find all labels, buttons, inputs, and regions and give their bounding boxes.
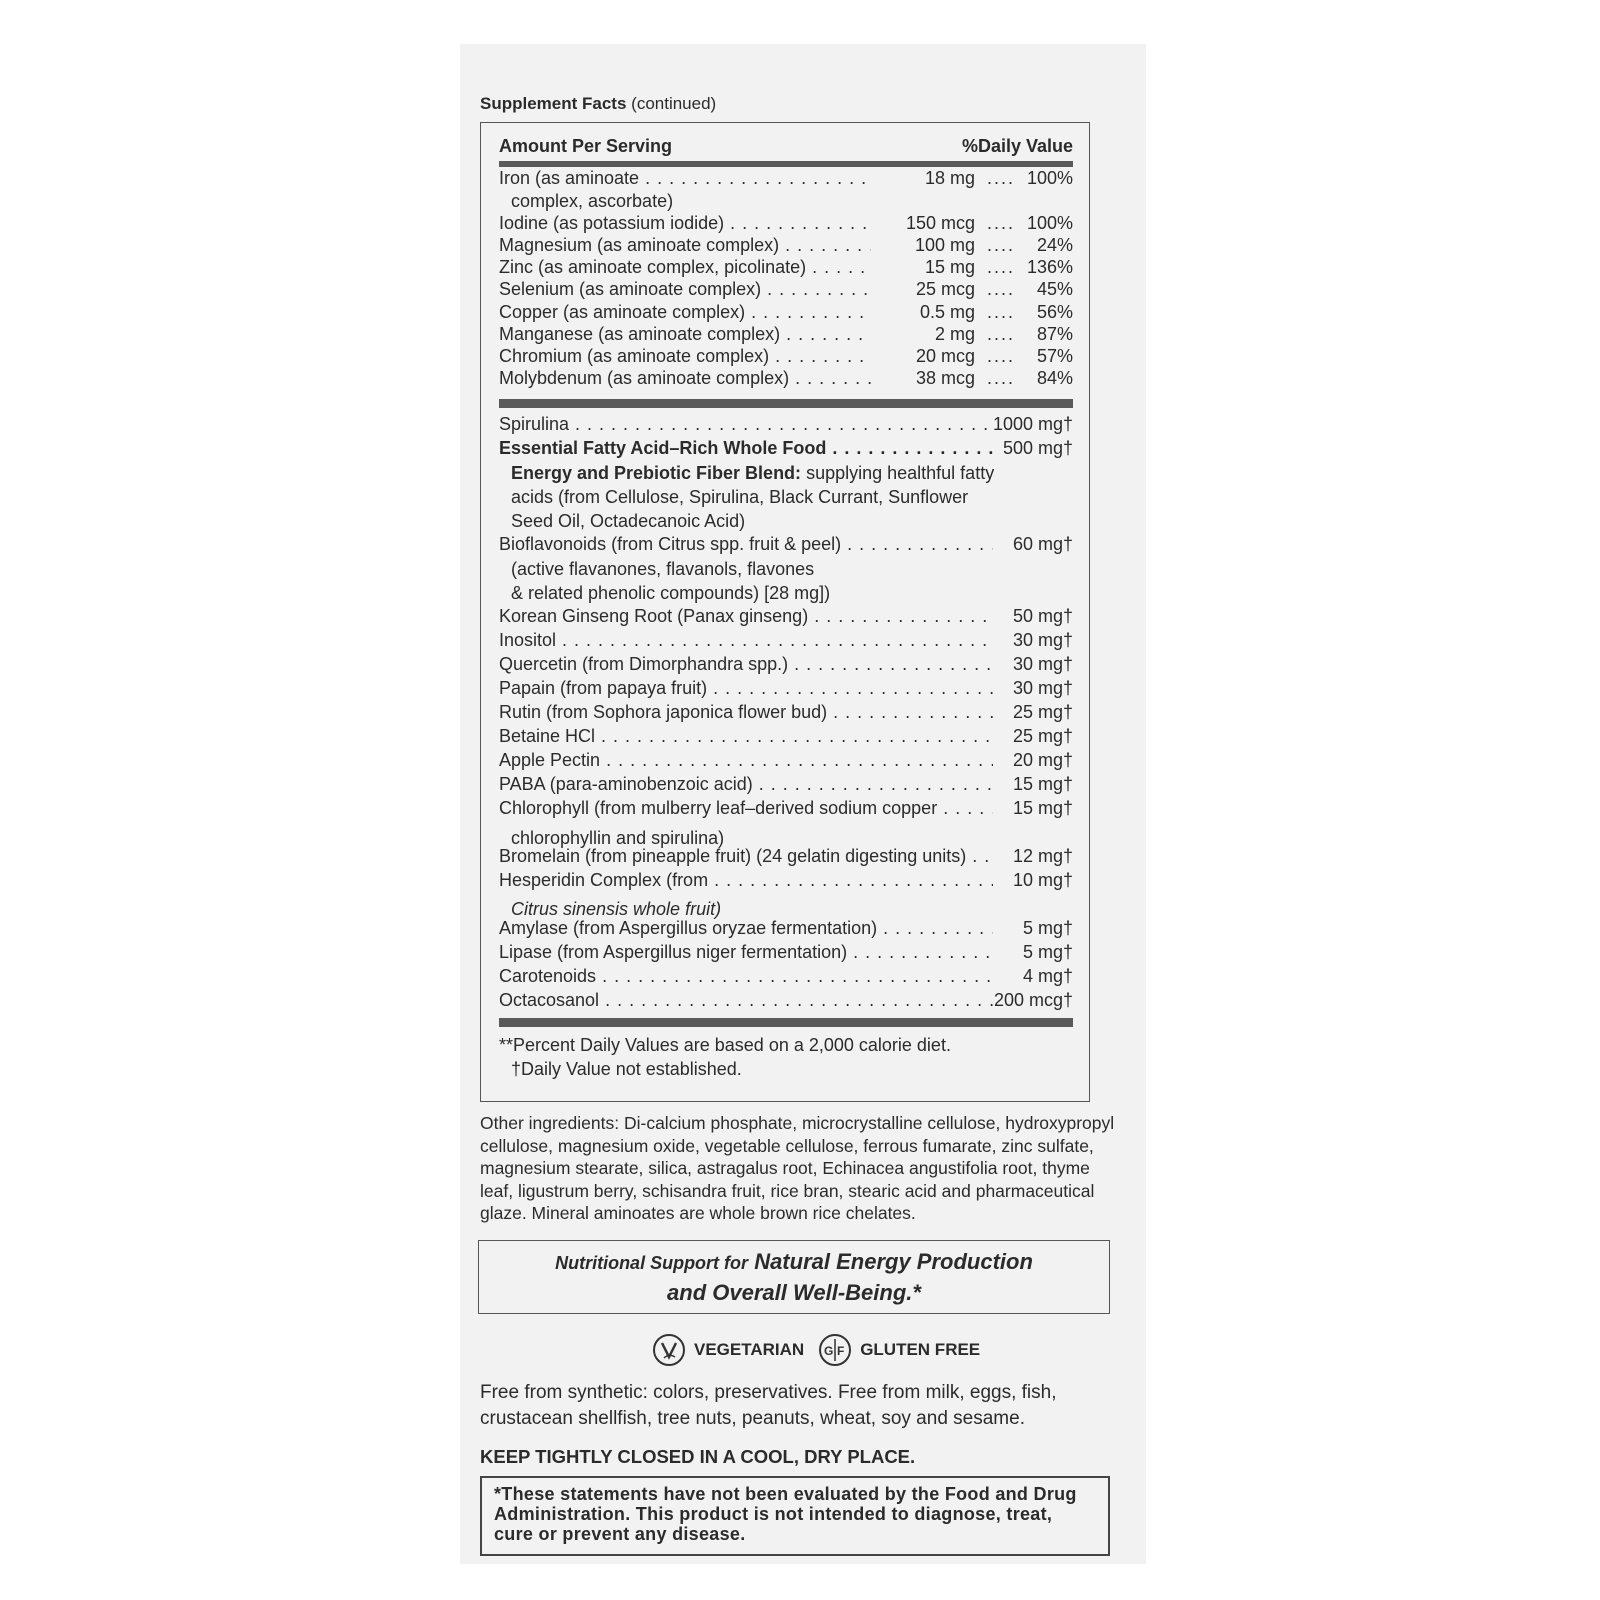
mineral-row bbox=[499, 345, 1073, 368]
ingredient-name: Octacosanol . . . bbox=[499, 989, 993, 1012]
free-from-statement: Free from synthetic: colors, preservatives. Free from milk, eggs, fish, crustacean shellfish, tree nuts, peanuts, wheat, soy and sesame. bbox=[480, 1382, 1057, 1429]
ingredient-amount: 200 mcg† bbox=[993, 990, 1073, 1010]
mineral-name-continued: complex, ascorbate) bbox=[511, 191, 674, 211]
ingredient-amount: 10 mg† bbox=[993, 869, 1073, 892]
ingredient-row bbox=[499, 413, 1073, 436]
mineral-name: Molybdenum (as aminoate complex) . . . bbox=[499, 367, 871, 390]
mineral-daily-value: 24% bbox=[1036, 235, 1073, 255]
ingredient-row bbox=[499, 701, 1073, 724]
ingredient-name: Spirulina . . . bbox=[499, 413, 993, 436]
mineral-daily-value: 100% bbox=[1026, 213, 1073, 233]
mineral-row bbox=[499, 256, 1073, 279]
mineral-amount: 0.5 mg bbox=[871, 301, 975, 324]
mineral-daily-value: 57% bbox=[1036, 346, 1073, 366]
ingredient-name: PABA (para-aminobenzoic acid) . . . bbox=[499, 773, 993, 796]
ingredient-amount: 30 mg† bbox=[993, 653, 1073, 676]
mineral-daily-value: 56% bbox=[1036, 302, 1073, 322]
dot-leader: .... bbox=[987, 324, 1016, 344]
ingredient-amount: 5 mg† bbox=[993, 917, 1073, 940]
ingredient-name: Bioflavonoids (from Citrus spp. fruit & peel) . . . bbox=[499, 533, 993, 556]
facts-title-bold: Supplement Facts bbox=[480, 94, 627, 113]
ingredient-row bbox=[499, 725, 1073, 748]
mineral-amount: 100 mg bbox=[871, 234, 975, 257]
daily-value-heading: %Daily Value bbox=[961, 135, 1073, 156]
ingredient-amount: 25 mg† bbox=[993, 725, 1073, 748]
ingredient-row bbox=[499, 749, 1073, 772]
claim-line2: and Overall Well-Being.* bbox=[667, 1280, 921, 1305]
ingredient-name: Lipase (from Aspergillus niger fermentation) . . . bbox=[499, 941, 993, 964]
other-ingredients: Other ingredients: Di-calcium phosphate, microcrystalline cellulose, hydroxypropyl cellulose, magnesium oxide, vegetable cellulose, ferrous fumarate, zinc sulfate, magnesium stearate, silica, astragalus root, Echinacea angustifolia root, thyme leaf, ligustrum berry, schisandra fruit, rice bran, stearic acid and pharmaceutical glaze. Mineral aminoates are whole brown rice chelates. bbox=[480, 1113, 1115, 1223]
ingredient-amount: 30 mg† bbox=[993, 629, 1073, 652]
dot-leader: .... bbox=[987, 168, 1016, 188]
svg-text:G: G bbox=[824, 1344, 834, 1358]
fda-disclaimer: *These statements have not been evaluated by the Food and Drug Administration. This product is not intended to diagnose, treat, cure or prevent any disease. bbox=[480, 1476, 1110, 1556]
ingredient-name: Hesperidin Complex (from . . . bbox=[499, 869, 993, 892]
mineral-name: Iron (as aminoate . . . bbox=[499, 167, 871, 190]
bioflavonoids-detail-line1: (active flavanones, flavanols, flavones bbox=[511, 559, 815, 579]
energy-blend-text bbox=[511, 461, 1073, 533]
supplement-facts-panel bbox=[480, 122, 1090, 1102]
dot-leader: .... bbox=[987, 235, 1016, 255]
ingredient-row bbox=[499, 533, 1073, 556]
mineral-amount: 20 mcg bbox=[871, 345, 975, 368]
mineral-name: Magnesium (as aminoate complex) . . . bbox=[499, 234, 871, 257]
gluten-free-label: GLUTEN FREE bbox=[860, 1340, 981, 1359]
mineral-daily-value: 84% bbox=[1036, 368, 1073, 388]
mineral-name: Zinc (as aminoate complex, picolinate) . . . bbox=[499, 256, 871, 279]
svg-text:F: F bbox=[837, 1344, 845, 1358]
mineral-daily-value: 100% bbox=[1026, 168, 1073, 188]
ingredient-amount: 15 mg† bbox=[993, 773, 1073, 796]
mineral-row bbox=[499, 234, 1073, 257]
mineral-row bbox=[499, 301, 1073, 324]
mineral-name: Iodine (as potassium iodide) . . . bbox=[499, 212, 871, 235]
hesperidin-detail: Citrus sinensis whole fruit) bbox=[511, 899, 722, 919]
footnote-percent-dv: **Percent Daily Values are based on a 2,000 calorie diet. bbox=[499, 1035, 951, 1055]
energy-blend-line2: acids (from Cellulose, Spirulina, Black Currant, Sunflower bbox=[511, 487, 969, 507]
mineral-amount: 18 mg bbox=[871, 167, 975, 190]
section-divider bbox=[499, 399, 1073, 408]
storage-instruction: KEEP TIGHTLY CLOSED IN A COOL, DRY PLACE. bbox=[480, 1446, 916, 1467]
bioflavonoids-detail-line2: & related phenolic compounds) [28 mg]) bbox=[511, 583, 831, 603]
mineral-name: Chromium (as aminoate complex) . . . bbox=[499, 345, 871, 368]
ingredient-amount: 25 mg† bbox=[993, 701, 1073, 724]
vegetarian-label: VEGETARIAN bbox=[694, 1340, 805, 1359]
ingredient-name: Rutin (from Sophora japonica flower bud) . . . bbox=[499, 701, 993, 724]
dot-leader: .... bbox=[987, 213, 1016, 233]
dot-leader: .... bbox=[987, 302, 1016, 322]
ingredient-name: Amylase (from Aspergillus oryzae fermentation) . . . bbox=[499, 917, 993, 940]
claim-main: Natural Energy Production bbox=[754, 1249, 1033, 1274]
mineral-daily-value: 45% bbox=[1036, 279, 1073, 299]
supplement-label bbox=[460, 44, 1146, 1564]
mineral-amount: 25 mcg bbox=[871, 278, 975, 301]
ingredient-row bbox=[499, 965, 1073, 988]
mineral-name: Copper (as aminoate complex) . . . bbox=[499, 301, 871, 324]
dot-leader: .... bbox=[987, 346, 1016, 366]
vegetarian-icon bbox=[652, 1333, 686, 1367]
ingredient-row bbox=[499, 989, 1073, 1012]
facts-title-continued: (continued) bbox=[631, 94, 717, 113]
ingredient-name: Korean Ginseng Root (Panax ginseng) . . . bbox=[499, 605, 993, 628]
bioflavonoids-detail bbox=[511, 557, 1073, 605]
ingredient-amount: 20 mg† bbox=[993, 749, 1073, 772]
ingredient-amount: 15 mg† bbox=[993, 797, 1073, 820]
mineral-name: Selenium (as aminoate complex) . . . bbox=[499, 278, 871, 301]
mineral-row bbox=[499, 167, 1073, 190]
ingredient-row bbox=[499, 773, 1073, 796]
ingredient-name: Apple Pectin . . . bbox=[499, 749, 993, 772]
dot-leader: .... bbox=[987, 279, 1016, 299]
footnote-dagger: †Daily Value not established. bbox=[511, 1059, 742, 1079]
ingredient-name: Betaine HCl . . . bbox=[499, 725, 993, 748]
ingredient-amount: 5 mg† bbox=[993, 941, 1073, 964]
diet-badges bbox=[652, 1330, 980, 1370]
section-divider-bottom bbox=[499, 1018, 1073, 1027]
mineral-daily-value: 87% bbox=[1036, 324, 1073, 344]
ingredient-amount: 60 mg† bbox=[993, 533, 1073, 556]
mineral-amount: 38 mcg bbox=[871, 367, 975, 390]
energy-blend-heading: Energy and Prebiotic Fiber Blend: bbox=[511, 463, 802, 483]
structure-function-claim bbox=[478, 1240, 1110, 1314]
energy-blend-line3: Seed Oil, Octadecanoic Acid) bbox=[511, 511, 746, 531]
ingredient-row bbox=[499, 653, 1073, 676]
mineral-row bbox=[499, 367, 1073, 390]
ingredient-row bbox=[499, 677, 1073, 700]
ingredient-amount: 50 mg† bbox=[993, 605, 1073, 628]
energy-blend-line1: supplying healthful fatty bbox=[806, 463, 995, 483]
mineral-amount: 2 mg bbox=[871, 323, 975, 346]
dot-leader: .... bbox=[987, 368, 1016, 388]
ingredient-name: Quercetin (from Dimorphandra spp.) . . . bbox=[499, 653, 993, 676]
ingredient-name: Carotenoids . . . bbox=[499, 965, 993, 988]
mineral-daily-value: 136% bbox=[1026, 257, 1073, 277]
mineral-name: Manganese (as aminoate complex) . . . bbox=[499, 323, 871, 346]
ingredient-amount: 30 mg† bbox=[993, 677, 1073, 700]
ingredient-name: Essential Fatty Acid–Rich Whole Food . . . bbox=[499, 437, 993, 460]
ingredient-row bbox=[499, 437, 1073, 460]
ingredient-name: Chlorophyll (from mulberry leaf–derived sodium copper . . . bbox=[499, 797, 993, 820]
ingredient-amount: 12 mg† bbox=[993, 845, 1073, 868]
dot-leader: .... bbox=[987, 257, 1016, 277]
mineral-row bbox=[499, 212, 1073, 235]
ingredient-row bbox=[499, 605, 1073, 628]
ingredient-amount: 500 mg† bbox=[993, 437, 1073, 460]
ingredient-amount: 4 mg† bbox=[993, 965, 1073, 988]
facts-header bbox=[499, 131, 1073, 167]
ingredient-row bbox=[499, 869, 1073, 892]
mineral-row bbox=[499, 278, 1073, 301]
ingredient-row bbox=[499, 941, 1073, 964]
ingredient-row bbox=[499, 629, 1073, 652]
claim-lead: Nutritional Support for bbox=[555, 1253, 749, 1273]
mineral-row bbox=[499, 323, 1073, 346]
chlorophyll-detail: chlorophyllin and spirulina) bbox=[511, 828, 725, 848]
ingredient-amount: 1000 mg† bbox=[993, 414, 1074, 434]
facts-title bbox=[480, 94, 716, 114]
ingredient-name: Bromelain (from pineapple fruit) (24 gelatin digesting units) . . . bbox=[499, 845, 993, 868]
mineral-amount: 15 mg bbox=[871, 256, 975, 279]
mineral-amount: 150 mcg bbox=[871, 212, 975, 235]
amount-per-serving-heading: Amount Per Serving bbox=[499, 135, 673, 156]
ingredient-name: Inositol . . . bbox=[499, 629, 993, 652]
gluten-free-icon bbox=[818, 1333, 852, 1367]
ingredient-row bbox=[499, 797, 1073, 820]
ingredient-name: Papain (from papaya fruit) . . . bbox=[499, 677, 993, 700]
